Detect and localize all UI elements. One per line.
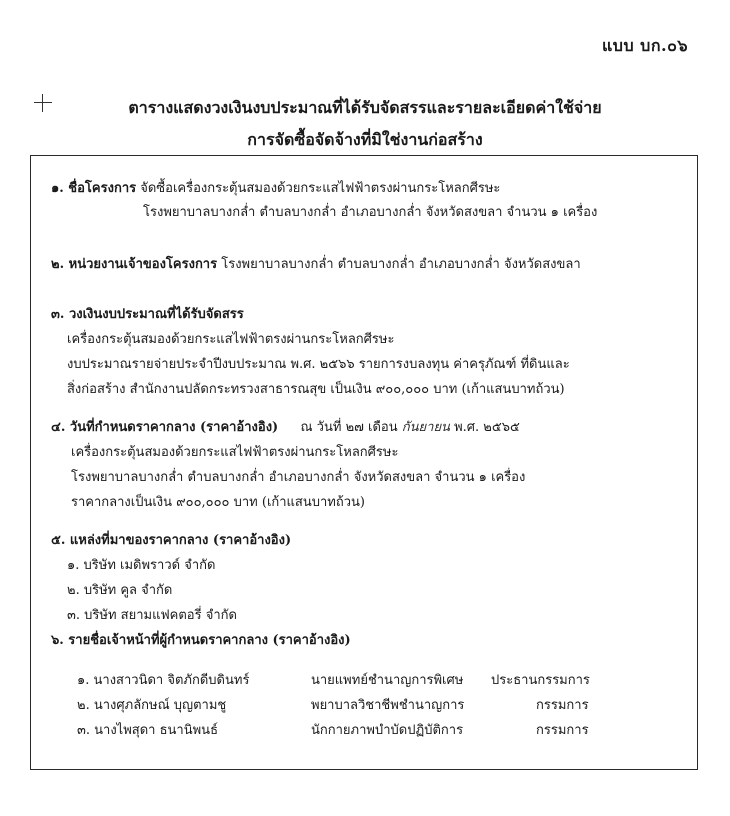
section-4-month-handwritten: กันยายน [401,420,450,435]
section-4-heading: ๔. วันที่กำหนดราคากลาง (ราคาอ้างอิง) [51,420,279,435]
crosshair-mark [34,94,52,112]
form-code: แบบ บก.๐๖ [601,36,688,55]
official-position: นายแพทย์ชำนาญการพิเศษ [311,673,464,688]
section-6-heading: ๖. รายชื่อเจ้าหน้าที่ผู้กำหนดราคากลาง (ราคาอ้างอิง) [51,633,351,648]
section-2-heading: ๒. หน่วยงานเจ้าของโครงการ [51,257,218,272]
document-title-line2: การจัดซื้อจัดจ้างที่มิใช่งานก่อสร้าง [247,130,483,149]
section-4 [51,419,520,437]
section-4-line3: ราคากลางเป็นเงิน ๙๐๐,๐๐๐ บาท (เก้าแสนบาทถ้วน) [71,495,366,510]
source-item: ๑. บริษัท เมดิพราวด์ จำกัด [67,558,216,573]
source-item: ๒. บริษัท คูล จำกัด [67,583,173,598]
section-3-line2: งบประมาณรายจ่ายประจำปีงบประมาณ พ.ศ. ๒๕๖๖ รายการงบลงทุน ค่าครุภัณฑ์ ที่ดินและ [67,357,570,372]
official-position: นักกายภาพบำบัดปฏิบัติการ [311,723,464,738]
document-title-line1: ตารางแสดงวงเงินงบประมาณที่ได้รับจัดสรรและรายละเอียดค่าใช้จ่าย [128,98,602,117]
section-1-text1: จัดซื้อเครื่องกระตุ้นสมองด้วยกระแสไฟฟ้าตรงผ่านกระโหลกศีรษะ [140,181,501,196]
official-position: พยาบาลวิชาชีพชำนาญการ [311,698,465,713]
section-1 [51,180,500,198]
official-role: กรรมการ [536,698,589,713]
section-4-date-prefix: ณ วันที่ ๒๗ เดือน [300,420,398,435]
official-name: ๒. นางศุภลักษณ์ บุญตามชู [77,698,227,713]
section-3-line3: สิ่งก่อสร้าง สำนักงานปลัดกระทรวงสาธารณสุข เป็นเงิน ๙๐๐,๐๐๐ บาท (เก้าแสนบาทถ้วน) [67,382,565,397]
section-5-heading: ๕. แหล่งที่มาของราคากลาง (ราคาอ้างอิง) [51,533,292,548]
section-3-line1: เครื่องกระตุ้นสมองด้วยกระแสไฟฟ้าตรงผ่านกระโหลกศีรษะ [67,332,395,347]
section-1-heading: ๑. ชื่อโครงการ [51,181,137,196]
source-item: ๓. บริษัท สยามแฟคตอรี่ จำกัด [67,608,237,623]
section-4-year: พ.ศ. ๒๕๖๕ [454,420,520,435]
official-role: ประธานกรรมการ [491,673,590,688]
section-4-line1: เครื่องกระตุ้นสมองด้วยกระแสไฟฟ้าตรงผ่านกระโหลกศีรษะ [71,445,399,460]
official-name: ๓. นางไพสุดา ธนานิพนธ์ [77,723,219,738]
section-2-text: โรงพยาบาลบางกล่ำ ตำบลบางกล่ำ อำเภอบางกล่ำ จังหวัดสงขลา [221,257,581,272]
section-4-line2: โรงพยาบาลบางกล่ำ ตำบลบางกล่ำ อำเภอบางกล่ำ จังหวัดสงขลา จำนวน ๑ เครื่อง [71,470,526,485]
content-box [30,155,698,770]
section-2 [51,256,581,274]
section-3-heading: ๓. วงเงินงบประมาณที่ได้รับจัดสรร [51,307,244,322]
official-name: ๑. นางสาวนิดา จิตภักดีบดินทร์ [77,673,250,688]
official-role: กรรมการ [536,723,589,738]
section-1-text2: โรงพยาบาลบางกล่ำ ตำบลบางกล่ำ อำเภอบางกล่ำ จังหวัดสงขลา จำนวน ๑ เครื่อง [143,205,598,220]
